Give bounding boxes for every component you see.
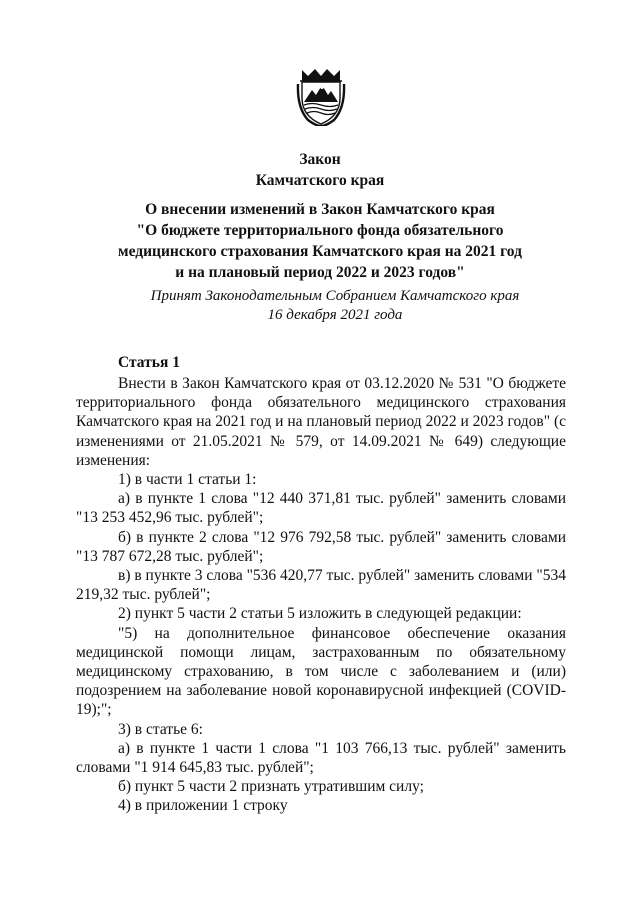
region-label: Камчатского края: [255, 172, 385, 189]
law-label: Закон: [299, 151, 341, 168]
list-item: а) в пункте 1 части 1 слова "1 103 766,13 тыс. рублей" заменить словами "1 914 645,83 тыс. рублей";: [76, 739, 566, 777]
list-item: б) пункт 5 части 2 признать утратившим силу;: [118, 778, 424, 796]
quoted-provision: "5) на дополнительное финансовое обеспечение оказания медицинской помощи лицам, застрахованным по обязательному медицинскому страхованию, в том числе с заболеванием и (или) подозрением на заболевание новой коронавирусной инфекцией (COVID-19);";: [76, 624, 566, 719]
subject-line: медицинского страхования Камчатского края на 2021 год: [118, 243, 522, 260]
kamchatka-coat-of-arms-icon: [296, 68, 346, 126]
list-item: 1) в части 1 статьи 1:: [118, 471, 257, 489]
article-heading: Статья 1: [118, 354, 180, 371]
adoption-date: 16 декабря 2021 года: [267, 307, 403, 323]
list-item: 4) в приложении 1 строку: [118, 797, 288, 815]
adoption-line: Принят Законодательным Собранием Камчатского края: [150, 288, 520, 304]
list-item: 2) пункт 5 части 2 статьи 5 изложить в следующей редакции:: [118, 605, 522, 623]
adoption-note: [0, 287, 640, 325]
subject-line: и на плановый период 2022 и 2023 годов": [175, 264, 465, 281]
article-intro: Внести в Закон Камчатского края от 03.12.2020 № 531 "О бюджете территориального фонда обязательного медицинского страхования Камчатского края на 2021 год и на плановый период 2022 и 2023 годов" (с изменениями от 21.05.2021 № 579, от 14.09.2021 № 649) следующие изменения:: [76, 375, 566, 469]
article-body: [76, 374, 566, 816]
list-item: а) в пункте 1 слова "12 440 371,81 тыс. рублей" заменить словами "13 253 452,96 тыс. рублей";: [76, 490, 566, 527]
list-item: в) в пункте 3 слова "536 420,77 тыс. рублей" заменить словами "534 219,32 тыс. рублей";: [76, 567, 566, 604]
law-subject: [0, 199, 640, 283]
subject-line: "О бюджете территориального фонда обязательного: [136, 222, 504, 239]
law-title: [0, 149, 640, 191]
list-item: 3) в статье 6:: [118, 720, 203, 738]
subject-line: О внесении изменений в Закон Камчатского края: [145, 201, 495, 218]
list-item: б) в пункте 2 слова "12 976 792,58 тыс. рублей" заменить словами "13 787 672,28 тыс. рублей";: [76, 528, 566, 565]
